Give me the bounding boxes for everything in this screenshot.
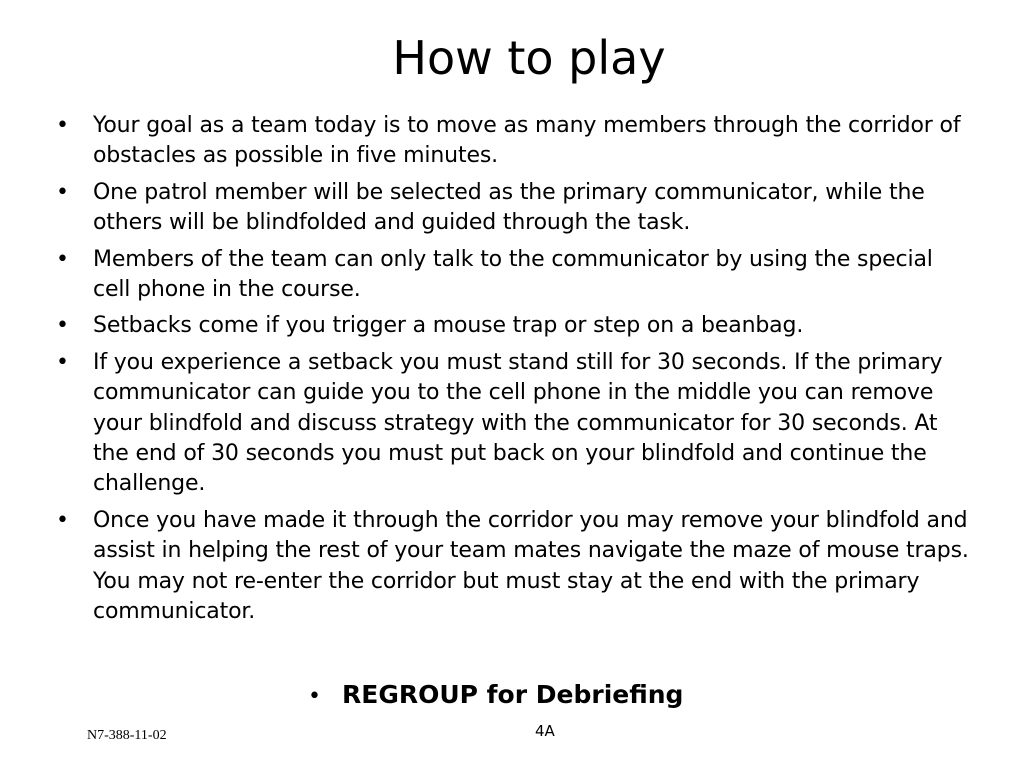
bullet-icon: •: [56, 313, 69, 339]
regroup-text: REGROUP for Debriefing: [342, 680, 684, 709]
bullet-icon: •: [308, 684, 321, 709]
rules-bullet-list: [56, 111, 976, 634]
regroup-callout: [308, 678, 683, 714]
bullet-icon: •: [56, 507, 69, 533]
rule-text: Setbacks come if you trigger a mouse trap or step on a beanbag.: [93, 313, 804, 339]
rule-text: Members of the team can only talk to the communicator by using the special cell phone in the course.: [93, 246, 933, 303]
rule-finish: [56, 506, 976, 628]
rule-talk: [56, 245, 976, 306]
footer-document-code: N7-388-11-02: [87, 728, 167, 743]
bullet-icon: •: [56, 349, 69, 375]
rule-text: If you experience a setback you must stand still for 30 seconds. If the primary communicator can guide you to the cell phone in the middle you can remove your blindfold and discuss strategy with the communicator for 30 seconds. At the end of 30 seconds you must put back on your blindfold and continue the challenge.: [93, 349, 943, 497]
bullet-icon: •: [56, 246, 69, 272]
page-number: 4A: [535, 722, 555, 740]
rule-setbacks: [56, 311, 976, 341]
bullet-icon: •: [56, 179, 69, 205]
bullet-icon: •: [56, 113, 69, 138]
rule-goal: [56, 111, 976, 172]
rule-text: Once you have made it through the corridor you may remove your blindfold and assist in helping the rest of your team mates navigate the maze of mouse traps. You may not re-enter the corridor but must stay at the end with the primary communicator.: [93, 507, 969, 625]
rule-setback-penalty: [56, 348, 976, 500]
rule-text: Your goal as a team today is to move as many members through the corridor of obstacles as possible in five minutes.: [93, 113, 961, 169]
slide-title: How to play: [392, 31, 666, 85]
rule-text: One patrol member will be selected as the primary communicator, while the others will be blindfolded and guided through the task.: [93, 179, 925, 236]
rule-communicator: [56, 178, 976, 239]
